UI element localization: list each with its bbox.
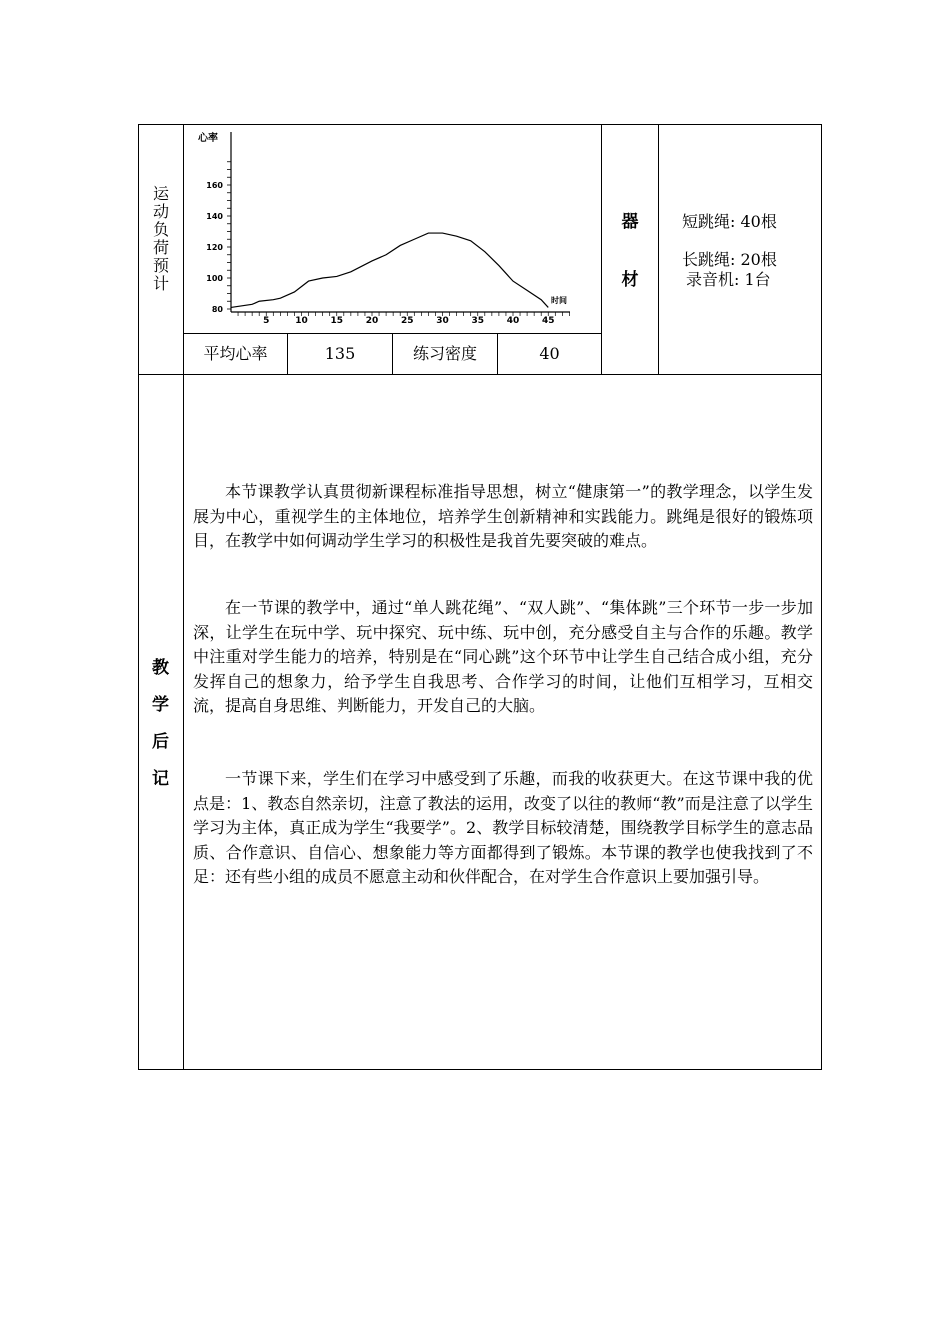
x-axis-title: 时间 (551, 296, 567, 305)
y-axis-title: 心率 (198, 133, 218, 144)
row-divider (138, 374, 822, 375)
practice-density-value: 40 (539, 344, 560, 363)
equipment-item-long-rope: 长跳绳: 20根 (682, 250, 777, 269)
load-estimate-label: 运动负荷预计 (152, 184, 169, 293)
x-tick-label: 5 (263, 316, 270, 326)
x-tick-label: 10 (295, 316, 308, 326)
reflection-paragraph: 一节课下来，学生们在学习中感受到了乐趣，而我的收获更大。在这节课中我的优点是：1、教态自然亲切，注意了教法的运用，改变了以往的教师“教”而是注意了以学生学习为主体，真正成为学生“我要学”。2、教学目标较清楚，围绕教学目标学生的意志品质、合作意识、自信心、想象能力等方面都得到了锻炼。本节课的教学也使我找到了不足：还有些小组的成员不愿意主动和伙伴配合，在对学生合作意识上要加强引导。 (193, 769, 813, 886)
x-tick-label: 15 (330, 316, 344, 326)
y-tick-label: 160 (206, 181, 223, 190)
reflection-paragraph: 本节课教学认真贯彻新课程标准指导思想，树立“健康第一”的教学理念，以学生发展为中心，重视学生的主体地位，培养学生创新精神和实践能力。跳绳是很好的锻炼项目，在教学中如何调动学生学习的积极性是我首先要突破的难点。 (193, 482, 813, 550)
practice-density-label: 练习密度 (412, 344, 477, 363)
y-tick-label: 140 (206, 212, 223, 221)
reflection-label-2: 学 (152, 695, 169, 715)
x-tick-label: 40 (506, 316, 520, 326)
x-tick-label: 20 (365, 316, 379, 326)
reflection-label-1: 教 (152, 658, 169, 678)
equipment-label-divider (658, 124, 659, 375)
equipment-label-bottom: 材 (621, 270, 639, 290)
reflection-label-4: 记 (152, 769, 169, 789)
reflection-label-3: 后 (152, 732, 169, 752)
chart-equipment-divider (601, 124, 602, 375)
equipment-label-top: 器 (621, 212, 639, 232)
x-tick-label: 45 (541, 316, 555, 326)
reflection-paragraph: 在一节课的教学中，通过“单人跳花绳”、“双人跳”、“集体跳”三个环节一步一步加深，让学生在玩中学、玩中探究、玩中练、玩中创，充分感受自主与合作的乐趣。教学中注重对学生能力的培养，特别是在“同心跳”这个环节中让学生自己结合成小组，充分发挥自己的想象力，给予学生自我思考、合作学习的时间，让他们互相学习，互相交流，提高自身思维、判断能力，开发自己的大脑。 (193, 598, 813, 715)
x-tick-label: 35 (471, 316, 485, 326)
y-tick-label: 80 (211, 305, 223, 314)
y-tick-label: 120 (206, 243, 223, 252)
equipment-item-recorder: 录音机: 1台 (686, 270, 771, 289)
heart-rate-chart (184, 126, 600, 332)
x-tick-label: 25 (400, 316, 414, 326)
avg-heart-rate-value: 135 (324, 344, 356, 363)
x-tick-label: 30 (436, 316, 449, 326)
heart-rate-line (231, 233, 548, 307)
avg-heart-rate-label: 平均心率 (203, 344, 268, 363)
y-tick-label: 100 (206, 274, 223, 283)
equipment-item-short-rope: 短跳绳: 40根 (682, 212, 777, 231)
